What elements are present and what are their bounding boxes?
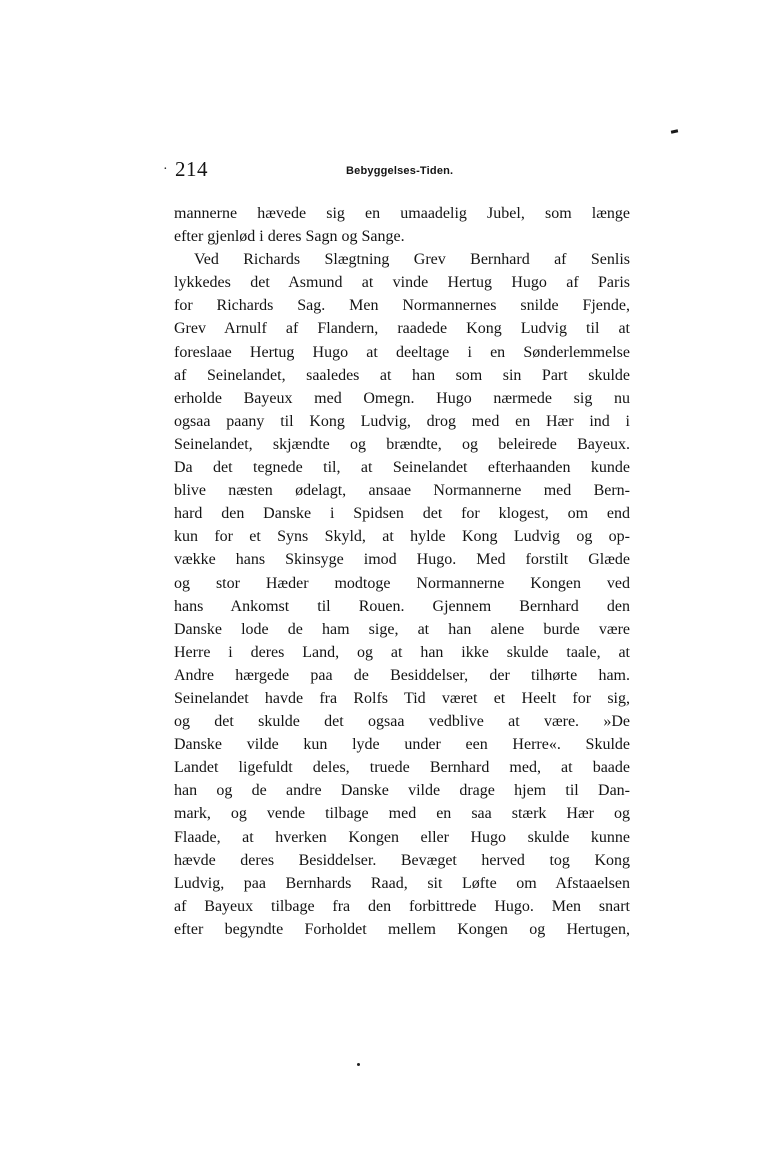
text-line: vække hans Skinsyge imod Hugo. Med forstilt Glæde: [174, 551, 630, 569]
text-line: mannerne hævede sig en umaadelig Jubel, som længe: [174, 205, 630, 222]
text-line: Seinelandet, skjændte og brændte, og beleirede Bayeux.: [174, 435, 630, 453]
text-line: Da det tegnede til, at Seinelandet efterhaanden kunde: [174, 459, 630, 477]
text-line: lykkedes det Asmund at vinde Hertug Hugo af Paris: [174, 274, 630, 292]
text-line: og stor Hæder modtoge Normannerne Kongen ved: [174, 574, 630, 592]
text-line: Ved Richards Slægtning Grev Bernhard af Senlis: [194, 251, 630, 269]
page-header: [163, 157, 640, 183]
body-text: [174, 202, 630, 941]
text-line: Andre hærgede paa de Besiddelser, der tilhørte ham.: [174, 666, 630, 684]
page-number: 214: [175, 157, 208, 181]
text-line: af Seinelandet, saaledes at han som sin Part skulde: [174, 366, 630, 384]
header-bullet: ·: [163, 162, 168, 177]
text-line: Flaade, at hverken Kongen eller Hugo skulde kunne: [174, 828, 630, 846]
text-line: og det skulde det ogsaa vedblive at være. »De: [174, 713, 630, 731]
text-line: mark, og vende tilbage med en saa stærk Hær og: [174, 805, 630, 823]
text-line: efter begyndte Forholdet mellem Kongen og Hertugen,: [174, 920, 630, 938]
text-line: ogsaa paany til Kong Ludvig, drog med en Hær ind i: [174, 412, 630, 430]
text-line: Danske vilde kun lyde under een Herre«. Skulde: [174, 736, 630, 754]
text-line: blive næsten ødelagt, ansaae Normannerne med Bern-: [174, 482, 630, 500]
text-line: hans Ankomst til Rouen. Gjennem Bernhard den: [174, 597, 630, 615]
text-line: Danske lode de ham sige, at han alene burde være: [174, 620, 630, 638]
text-line: erholde Bayeux med Omegn. Hugo nærmede sig nu: [174, 389, 630, 407]
text-line: af Bayeux tilbage fra den forbittrede Hugo. Men snart: [174, 897, 630, 915]
text-line: hard den Danske i Spidsen det for klogest, om end: [174, 505, 630, 523]
text-line: Seinelandet havde fra Rolfs Tid været et Heelt for sig,: [174, 689, 630, 707]
text-line: han og de andre Danske vilde drage hjem til Dan-: [174, 782, 630, 800]
page-mark-dash: [671, 129, 678, 133]
text-line: Grev Arnulf af Flandern, raadede Kong Ludvig til at: [174, 320, 630, 338]
text-line: hævde deres Besiddelser. Bevæget herved tog Kong: [174, 851, 630, 869]
text-line: Herre i deres Land, og at han ikke skulde taale, at: [174, 643, 630, 661]
text-line: kun for et Syns Skyld, at hylde Kong Ludvig og op-: [174, 528, 630, 546]
running-title: Bebyggelses-Tiden.: [346, 165, 454, 177]
page-mark-dot: [357, 1063, 360, 1066]
text-line: Landet ligefuldt deles, truede Bernhard med, at baade: [174, 759, 630, 777]
text-line: efter gjenlød i deres Sagn og Sange.: [174, 228, 405, 246]
text-line: Ludvig, paa Bernhards Raad, sit Løfte om Afstaaelsen: [174, 874, 630, 892]
text-line: for Richards Sag. Men Normannernes snilde Fjende,: [174, 297, 630, 315]
text-line: foreslaae Hertug Hugo at deeltage i en Sønderlemmelse: [174, 343, 630, 361]
